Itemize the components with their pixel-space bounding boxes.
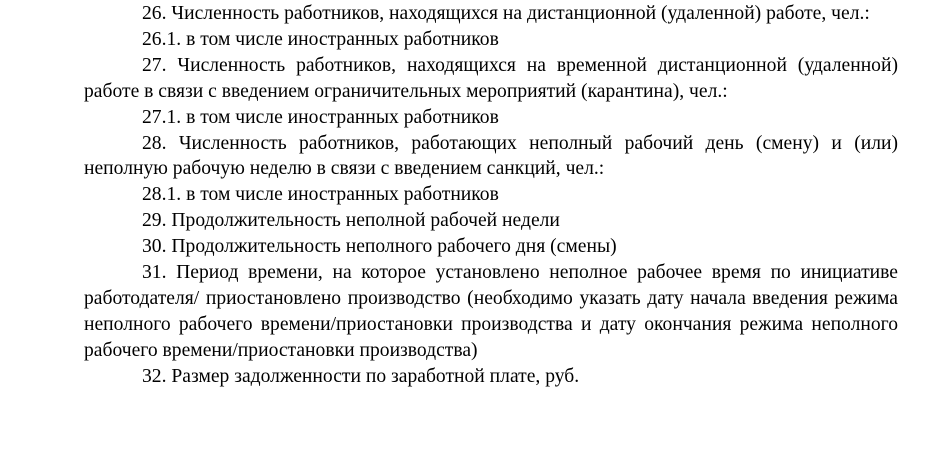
paragraph-30: 30. Продолжительность неполного рабочего дня (смены) — [142, 236, 617, 258]
document-text — [84, 1, 898, 390]
paragraph-29: 29. Продолжительность неполной рабочей недели — [142, 210, 560, 232]
paragraph-27-1: 27.1. в том числе иностранных работников — [142, 106, 499, 128]
paragraph-28-1: 28.1. в том числе иностранных работников — [142, 184, 499, 206]
paragraph-32: 32. Размер задолженности по заработной плате, руб. — [142, 365, 580, 387]
paragraph-27: 27. Численность работников, находящихся на временной дистанционной (удаленной) работе в связи с введением ограничительных мероприятий (карантина), чел.: — [84, 54, 898, 102]
paragraph-28: 28. Численность работников, работающих неполный рабочий день (смену) и (или) неполную рабочую неделю в связи с введением санкций, чел.: — [84, 132, 898, 180]
paragraph-31: 31. Период времени, на которое установлено неполное рабочее время по инициативе работодателя/ приостановлено производство (необходимо указать дату начала введения режима неполного рабочего времени/приостановки производства и дату окончания режима неполного рабочего времени/приостановки производства) — [84, 262, 898, 361]
paragraph-26: 26. Численность работников, находящихся на дистанционной (удаленной) работе, чел.: — [142, 3, 870, 24]
paragraph-26-1: 26.1. в том числе иностранных работников — [142, 28, 499, 50]
